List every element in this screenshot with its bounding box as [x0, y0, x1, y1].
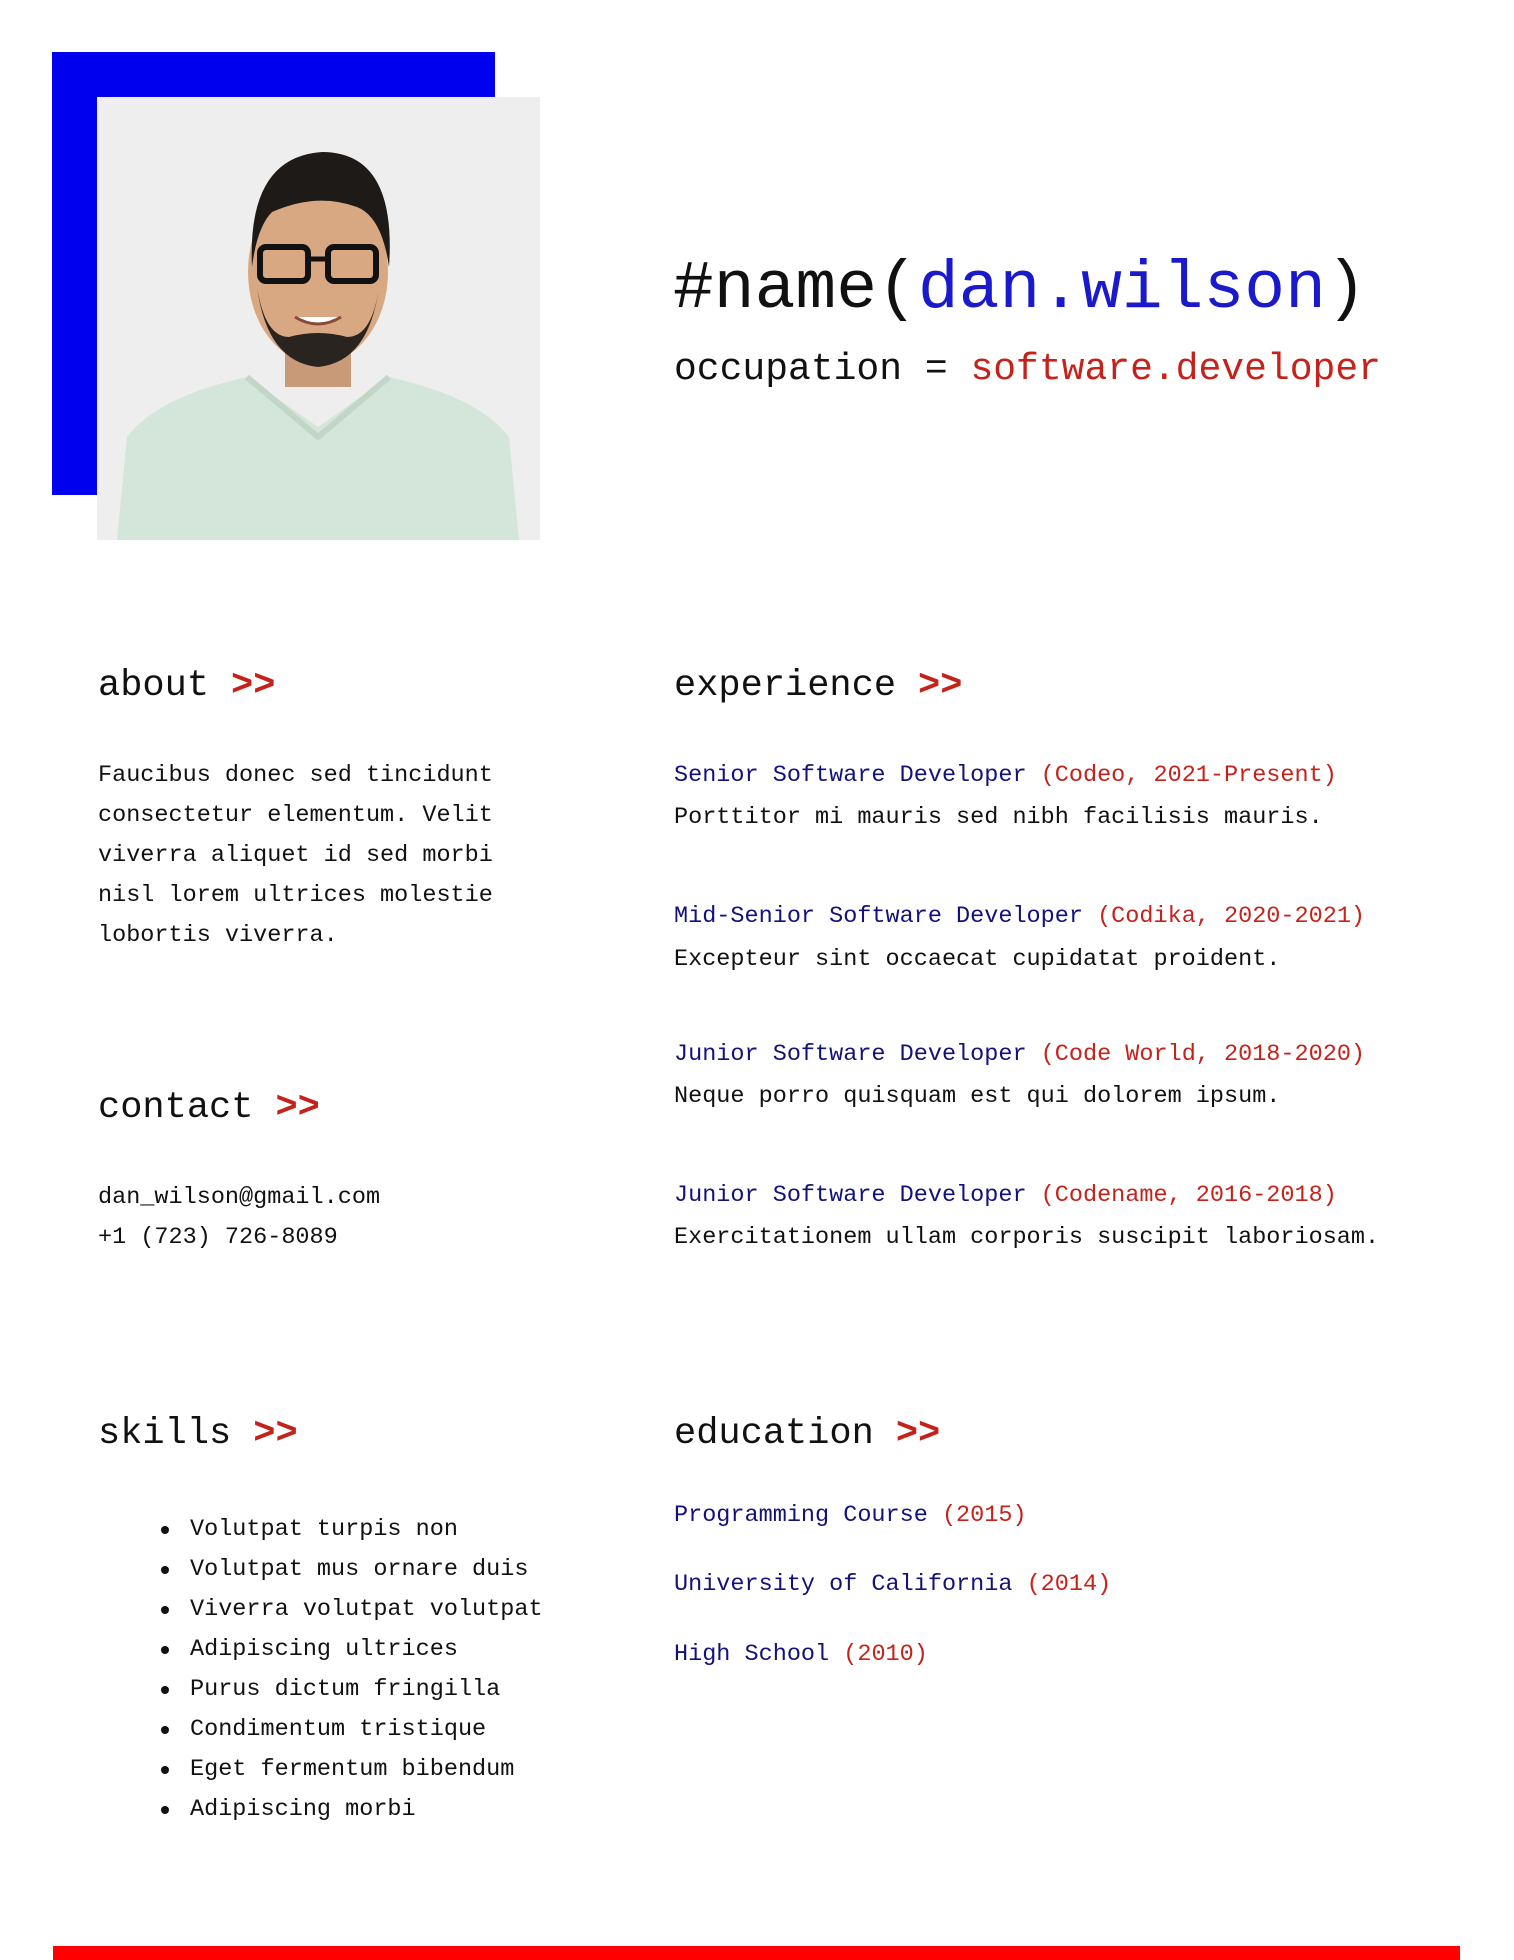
job-title: Senior Software Developer [674, 762, 1027, 789]
bullet-icon [161, 1646, 169, 1654]
person-portrait-icon [97, 97, 540, 540]
contact-phone[interactable]: +1 (723) 726-8089 [98, 1224, 338, 1251]
experience-desc: Exercitationem ullam corporis suscipit laboriosam. [674, 1224, 1380, 1251]
contact-heading-text: contact [98, 1087, 254, 1129]
experience-desc: Neque porro quisquam est qui dolorem ipsum. [674, 1083, 1281, 1110]
occupation-value: software.developer [970, 348, 1381, 391]
skill-item [161, 1670, 543, 1710]
education-heading [674, 1412, 940, 1456]
name-prefix: #name( [673, 251, 918, 328]
bullet-icon [161, 1526, 169, 1534]
about-line: consectetur elementum. Velit [98, 802, 493, 829]
job-meta: (Codeo, 2021-Present) [1040, 762, 1337, 789]
job-title: Junior Software Developer [674, 1041, 1027, 1068]
about-heading-text: about [98, 665, 210, 707]
skills-heading-text: skills [98, 1413, 232, 1455]
arrow-icon: >> [918, 665, 963, 707]
arrow-icon: >> [231, 665, 276, 707]
arrow-icon: >> [275, 1087, 320, 1129]
bullet-icon [161, 1766, 169, 1774]
education-title: University of California [674, 1571, 1013, 1598]
skill-item [161, 1710, 543, 1750]
skill-item [161, 1790, 543, 1830]
bullet-icon [161, 1566, 169, 1574]
experience-title [674, 761, 1337, 791]
education-year: (2015) [941, 1502, 1027, 1529]
profile-photo [97, 97, 540, 540]
skill-item [161, 1510, 543, 1550]
about-line: Faucibus donec sed tincidunt [98, 762, 493, 789]
contact-heading [98, 1086, 320, 1130]
skill-text: Purus dictum fringilla [190, 1676, 501, 1703]
skills-list [161, 1510, 543, 1830]
skill-text: Eget fermentum bibendum [190, 1756, 515, 1783]
experience-title [674, 1181, 1337, 1211]
about-line: viverra aliquet id sed morbi [98, 842, 493, 869]
experience-desc: Porttitor mi mauris sed nibh facilisis mauris. [674, 804, 1323, 831]
experience-title [674, 902, 1365, 932]
about-line: lobortis viverra. [98, 922, 338, 949]
arrow-icon: >> [253, 1413, 298, 1455]
education-item [674, 1501, 1027, 1531]
occupation-line [674, 348, 1381, 392]
skill-text: Volutpat mus ornare duis [190, 1556, 529, 1583]
bullet-icon [161, 1726, 169, 1734]
name-value: dan.wilson [917, 251, 1326, 328]
skill-text: Condimentum tristique [190, 1716, 487, 1743]
experience-desc: Excepteur sint occaecat cupidatat proident. [674, 946, 1281, 973]
skill-item [161, 1750, 543, 1790]
bullet-icon [161, 1606, 169, 1614]
experience-heading [674, 664, 962, 708]
job-meta: (Codika, 2020-2021) [1097, 903, 1366, 930]
education-item [674, 1570, 1111, 1600]
education-heading-text: education [674, 1413, 874, 1455]
education-year: (2014) [1026, 1571, 1112, 1598]
education-title: Programming Course [674, 1502, 928, 1529]
job-title: Junior Software Developer [674, 1182, 1027, 1209]
job-meta: (Code World, 2018-2020) [1040, 1041, 1366, 1068]
skill-item [161, 1550, 543, 1590]
skill-text: Adipiscing ultrices [190, 1636, 458, 1663]
job-title: Mid-Senior Software Developer [674, 903, 1083, 930]
skills-heading [98, 1412, 298, 1456]
skill-text: Volutpat turpis non [190, 1516, 458, 1543]
job-meta: (Codename, 2016-2018) [1040, 1182, 1337, 1209]
education-year: (2010) [843, 1641, 928, 1668]
education-item [674, 1640, 928, 1670]
experience-title [674, 1040, 1365, 1070]
name-heading [673, 250, 1367, 330]
skill-item [161, 1590, 543, 1630]
about-line: nisl lorem ultrices molestie [98, 882, 493, 909]
bullet-icon [161, 1806, 169, 1814]
arrow-icon: >> [895, 1413, 941, 1455]
bullet-icon [161, 1686, 169, 1694]
contact-email[interactable]: dan_wilson@gmail.com [98, 1184, 381, 1211]
footer-bar [53, 1946, 1460, 1960]
education-title: High School [674, 1641, 830, 1668]
name-suffix: ) [1325, 251, 1367, 328]
about-heading [98, 664, 275, 708]
skill-text: Adipiscing morbi [190, 1796, 416, 1823]
skill-item [161, 1630, 543, 1670]
experience-heading-text: experience [674, 665, 897, 707]
occupation-key: occupation = [674, 348, 971, 391]
skill-text: Viverra volutpat volutpat [190, 1596, 543, 1623]
